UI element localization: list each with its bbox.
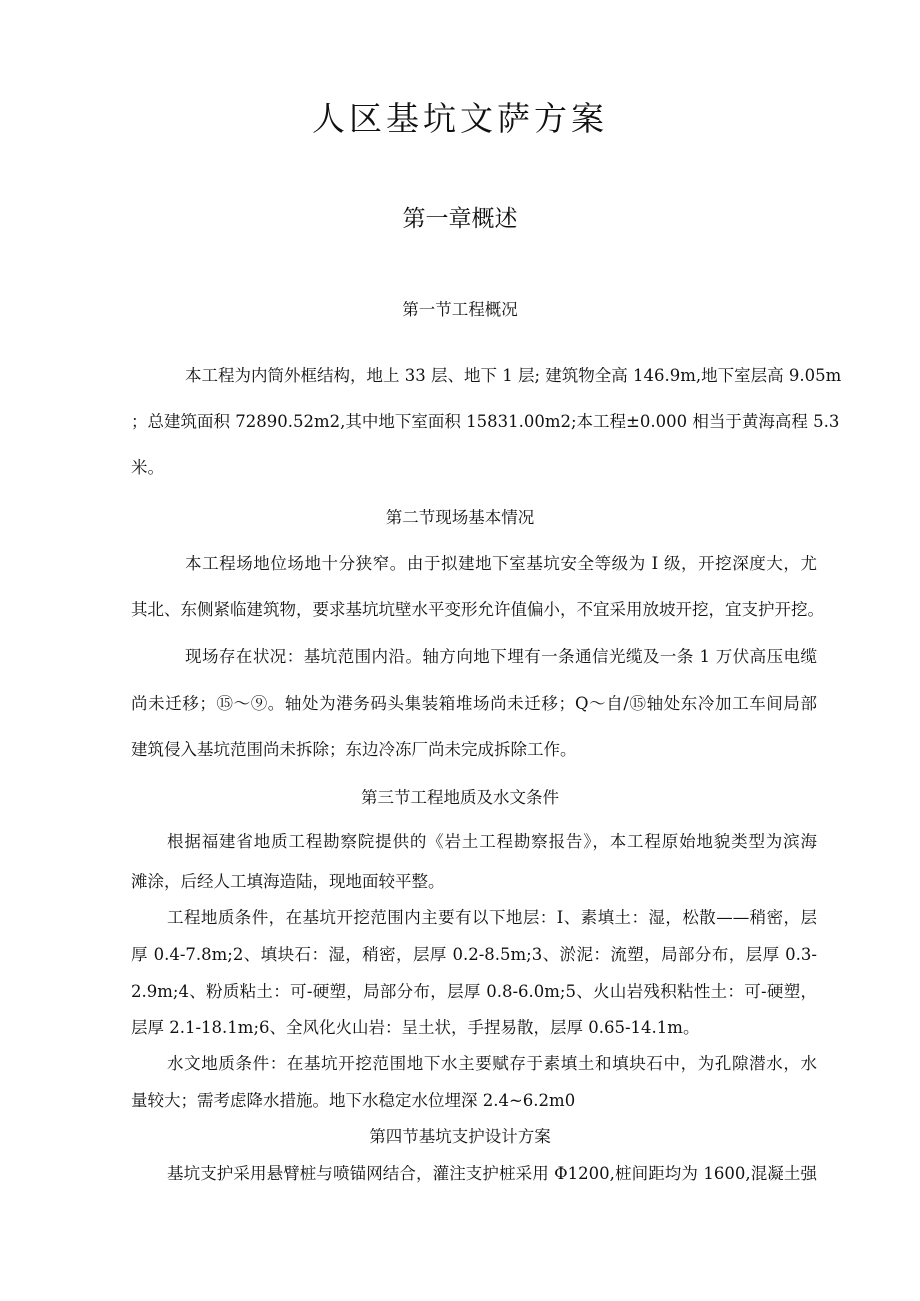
paragraph-line: 工程地质条件，在基坑开挖范围内主要有以下地层：I、素填土：湿，松散——稍密，层 — [167, 908, 817, 927]
paragraph-line: 量较大；需考虑降水措施。地下水稳定水位埋深 2.4~6.2m0 — [131, 1091, 576, 1110]
paragraph-line: 水文地质条件：在基坑开挖范围地下水主要赋存于素填土和填块石中，为孔隙潜水，水 — [167, 1054, 817, 1073]
chapter-heading: 第一章概述 — [402, 206, 518, 232]
paragraph-line: 本工程场地位场地十分狭窄。由于拟建地下室基坑安全等级为 I 级，开挖深度大，尤 — [185, 554, 817, 573]
section-heading-1: 第一节工程概况 — [402, 300, 518, 319]
paragraph-line: 基坑支护采用悬臂桩与喷锚网结合，灌注支护桩采用 Φ1200,桩间距均为 1600,混凝土强 — [167, 1164, 817, 1183]
paragraph-line: 根据福建省地质工程勘察院提供的《岩土工程勘察报告》，本工程原始地貌类型为滨海 — [167, 832, 817, 851]
paragraph-line: 其北、东侧紧临建筑物，要求基坑坑壁水平变形允许值偏小，不宜采用放坡开挖，宜支护开挖。 — [131, 600, 824, 619]
paragraph-line: 滩涂，后经人工填海造陆，现地面较平整。 — [131, 872, 445, 891]
section-heading-3: 第三节工程地质及水文条件 — [361, 788, 559, 807]
paragraph-line: ；总建筑面积 72890.52m2,其中地下室面积 15831.00m2;本工程±0.000 相当于黄海高程 5.3 — [131, 412, 840, 431]
section-heading-2: 第二节现场基本情况 — [385, 508, 535, 527]
paragraph-line: 米。 — [131, 458, 164, 477]
document-title: 人区基坑文萨方案 — [312, 99, 608, 138]
paragraph-line: 厚 0.4-7.8m;2、填块石：湿，稍密，层厚 0.2-8.5m;3、淤泥：流塑，局部分布，层厚 0.3- — [131, 945, 817, 964]
section-heading-4: 第四节基坑支护设计方案 — [369, 1127, 551, 1146]
paragraph-line: 2.9m;4、粉质粘土：可-硬塑，局部分布，层厚 0.8-6.0m;5、火山岩残积粘性土：可-硬塑， — [131, 982, 817, 1001]
paragraph-line: 本工程为内筒外框结构，地上 33 层、地下 1 层; 建筑物全高 146.9m,地下室层高 9.05m — [185, 366, 842, 385]
paragraph-line: 层厚 2.1-18.1m;6、全风化火山岩：呈土状，手捏易散，层厚 0.65-14.1m。 — [131, 1018, 700, 1037]
paragraph-line: 建筑侵入基坑范围尚未拆除；东边冷冻厂尚未完成拆除工作。 — [131, 740, 577, 759]
paragraph-line: 尚未迁移；⑮～⑨。轴处为港务码头集装箱堆场尚未迁移；Q～自/⑮轴处东冷加工车间局部 — [131, 694, 817, 713]
paragraph-line: 现场存在状况：基坑范围内沿。轴方向地下埋有一条通信光缆及一条 1 万伏高压电缆 — [185, 647, 817, 666]
